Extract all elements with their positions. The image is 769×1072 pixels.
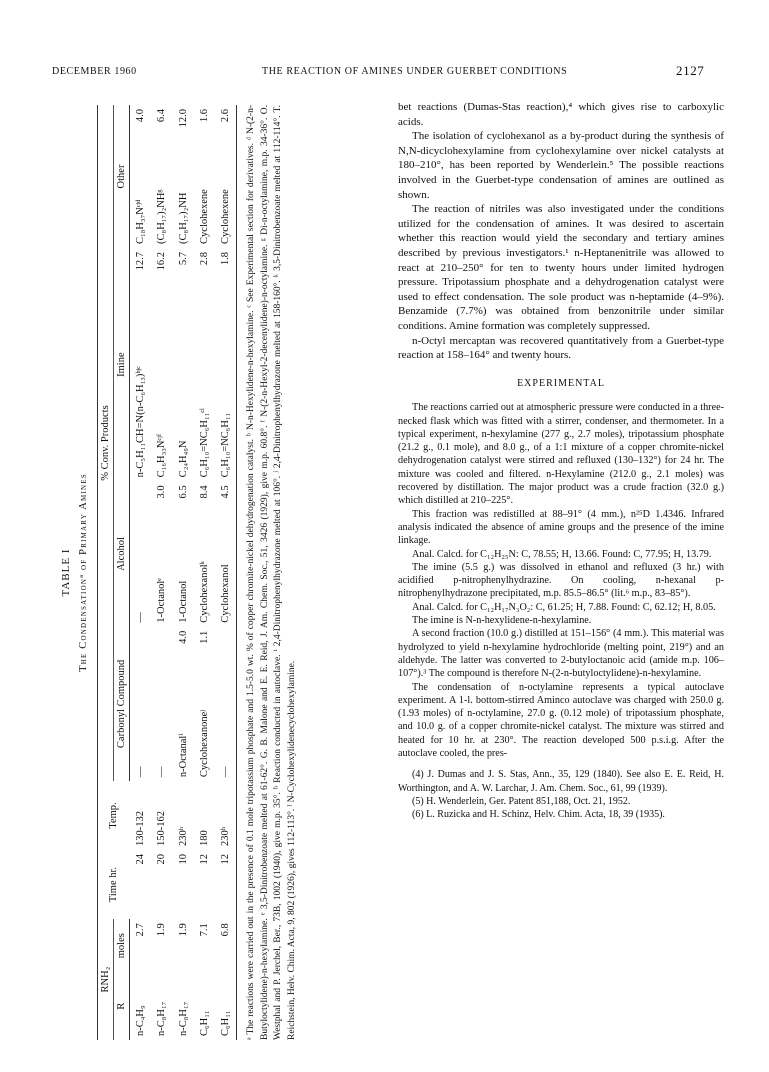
table-row xyxy=(215,105,237,1040)
table-cell-alcohol: Cyclohexanolᵏ xyxy=(199,561,210,623)
table-cell-carbonyl: n-Octanalⁱ xyxy=(178,733,189,778)
table-cell-imine-pct: 5.7 xyxy=(177,251,189,266)
col-alcohol: Alcohol xyxy=(114,481,130,626)
table-cell-time: 20 xyxy=(156,853,167,865)
table-cell-carbonyl: — xyxy=(135,766,146,778)
table-row xyxy=(172,105,194,1040)
paragraph: The condensation of n-octylamine represents a typical autoclave experiment. A 1-l. bottom-stirred Aminco autoclave was charged with 250.0 g. (1.93 moles) of n-octylamine, 27.0 g. (0.12 mole) of tripotassium phosphate, and 10.0 g. of a copper chromite-nickel catalyst. The mixture was stirred and heated for 10 hr. at 230°. The reaction developed 500 p.s.i.g. After the autoclave cooled, the pres- xyxy=(398,681,724,759)
paragraph: The reaction of nitriles was also investigated under the conditions utilized for the condensation of amines. It was desired to ascertain whether this reaction would yield the secondary and tertiary amines described by previous investigators.¹ n-Heptanenitrile was allowed to react at 210–250° for ten to twenty hours under limited hydrogen pressure. Tripotassium phosphate and a dehydrogenation catalyst were used to effect condensation. The sole product was n-heptamide (4–9%). Benzamide (7.7%) was obtained from benzonitrile under similar conditions. Amine formation was completely suppressed. xyxy=(398,203,724,332)
table-cell-imine-pct: 2.8 xyxy=(199,251,210,266)
paragraph: The imine is N-n-hexylidene-n-hexylamine. xyxy=(412,615,592,627)
table-cell-alcohol-pct: 8.4 xyxy=(199,485,210,499)
page-number: 2127 xyxy=(676,63,705,78)
col-temp: Temp. xyxy=(98,781,130,850)
table-cell-imine: C₁₆H₃₃Nᶜʲᶠ xyxy=(156,433,167,478)
table-cell-other: (C₈H₁₇)₂NHᵍ xyxy=(156,189,167,244)
table-cell-carbonyl-pct xyxy=(151,627,172,661)
table-cell-other: Cyclohexene xyxy=(215,147,237,248)
references xyxy=(398,768,724,821)
col-other: Other xyxy=(114,105,130,248)
table-row xyxy=(194,105,215,1040)
col-imine: Imine xyxy=(114,248,130,481)
paragraph: This fraction was redistilled at 88–91° (4 mm.), n²⁵D 1.4346. Infrared analysis indicated the absence of amine groups and the presence of the imine linkage. xyxy=(398,508,724,547)
conversion-table xyxy=(97,105,237,1040)
paragraph: Anal. Calcd. for C₁₂H₂₅N: C, 78.55; H, 13.66. Found: C, 77.95; H, 13.79. xyxy=(412,548,712,560)
experimental-section xyxy=(398,401,724,760)
table-1 xyxy=(60,105,390,1040)
table-cell-r: C₆H₁₁ xyxy=(215,972,237,1040)
table-cell-alcohol-pct: 6.5 xyxy=(177,485,189,499)
table-cell-other-pct: 4.0 xyxy=(135,109,146,123)
table-cell-time: 12 xyxy=(199,853,210,865)
paragraph: The isolation of cyclohexanol as a by-product during the synthesis of N,N-dicyclohexylamine from cyclohexylamine over nickel catalysts at 180–210°, has been reported by Wenderlein.⁵ The possible reactions involved in the Guerbet-type condensation of amines are outlined as shown. xyxy=(398,130,724,201)
table-cell-carbonyl: Cyclohexanoneʲ xyxy=(199,710,210,778)
col-rnh2: RNH₂ xyxy=(98,919,114,1040)
table-cell-alcohol: — xyxy=(135,612,146,623)
rotated-table-panel xyxy=(60,105,390,1040)
reference-item: (6) L. Ruzicka and H. Schinz, Helv. Chim. Acta, 18, 39 (1935). xyxy=(412,808,665,820)
table-cell-time: 24 xyxy=(134,853,146,865)
table-cell-temp: 230ʰ xyxy=(177,826,189,846)
table-cell-imine: n-C₅H₁₁CH=N(n-C₆H₁₃)ᵇʲᶜ xyxy=(135,366,146,478)
table-cell-moles: 2.7 xyxy=(135,923,146,937)
table-cell-time: 12 xyxy=(215,850,237,919)
table-cell-moles: 1.9 xyxy=(156,923,167,937)
table-cell-carbonyl-pct xyxy=(130,627,152,661)
table-cell-alcohol: 1-Octanolᵉ xyxy=(156,578,167,623)
table-subtitle: The Condensationᵃ of Primary Amines xyxy=(78,473,89,672)
table-cell-temp: 130-132 xyxy=(134,810,146,846)
table-cell-moles: 1.9 xyxy=(177,923,189,937)
paragraph: The imine (5.5 g.) was dissolved in ethanol and refluxed (3 hr.) with acidified p-nitrophenylhydrazine. On cooling, n-hexanal p-nitrophenylhydrazone precipitated, m.p. 85.5–86.5° (lit.⁶ m.p., 83–85°). xyxy=(398,561,724,600)
table-cell-temp: 180 xyxy=(199,830,210,846)
table-cell-alcohol-pct xyxy=(130,481,152,515)
table-cell-imine: C₆H₁₀=NC₆H₁₁ᶜˡ xyxy=(199,408,210,478)
table-cell-other: Cyclohexene xyxy=(199,189,210,244)
section-heading: EXPERIMENTAL xyxy=(517,377,605,389)
table-cell-imine-pct: 1.8 xyxy=(215,248,237,290)
table-cell-r: n-C₈H₁₇ xyxy=(156,1001,167,1036)
table-cell-other-pct: 1.6 xyxy=(199,109,210,123)
table-cell-other: C₁₈H₃₇Nᶜʲᵈ xyxy=(135,199,146,244)
col-conv: % Conv. Products xyxy=(98,105,114,781)
table-title: TABLE I xyxy=(60,548,72,597)
reference-item: (4) J. Dumas and J. S. Stas, Ann., 35, 129 (1840). See also E. E. Reid, H. Worthington, and A. W. Larchar, J. Am. Chem. Soc., 61, 99 (1939). xyxy=(398,769,724,794)
table-cell-alcohol: Cyclohexanol xyxy=(215,515,237,627)
paragraph: A second fraction (10.0 g.) distilled at 151–156° (4 mm.). This material was hydrolyzed to yield n-hexylamine hydrochloride (melting point, 219°) and an aldehyde. The latter was converted to 2-butyloctanoic acid (amide m.p. 106–107°).³ The compound is therefore N-(2-n-butyloctylidene)-n-hexylamine. xyxy=(398,628,724,680)
table-footnotes: ᵃ The reactions were carried out in the presence of 0.1 mole tripotassium phosphate and 1.5-5.0 wt. % of copper chromite-nickel dehydrogenation catalyst. ᵇ N-n-Hexylidene-n-hexylamine. ᶜ See Experimental section for derivatives. ᵈ N-(2-n-Butyloctylidene)-n-hexylamine. ᵉ 3,5-Dinitrobenzoate melted at 61-62°. G. B. Malone and E. E. Reid, J. Am. Chem. Soc., 51, 3426 (1929), give m.p. 60.8°. ᶠ N-(2-n-Hexyl-2-decenylidene)-n-octylamine. ᵍ Di-n-octylamine, m.p. 34-36°. O. Westphal and P. Jerchel, Ber., 73B, 1002 (1940), give m.p. 35°. ʰ Reaction conducted in autoclave. ⁱ 2,4-Dinitrophenylhydrazone melted at 106°. ʲ 2,4-Dinitrophenylhydrazone melted at 158-160°. ᵏ 3,5-Dinitrobenzoate melted at 112-114°. T. Reichstein, Helv. Chim. Acta, 9, 802 (1926), gives 112-113°. ˡ N-Cyclohexylidenecyclohexylamine. xyxy=(246,105,297,1040)
paragraph: n-Octyl mercaptan was recovered quantitatively from a Guerbet-type reaction at 158–164° and twenty hours. xyxy=(398,334,724,362)
table-cell-temp: 230ʰ xyxy=(215,781,237,850)
table-cell-other: (C₈H₁₇)₂NH xyxy=(177,192,189,244)
paragraph: bet reactions (Dumas-Stas reaction),⁴ which gives rise to carboxylic acids. xyxy=(398,101,724,128)
table-cell-r: n-C₈H₁₇ xyxy=(177,1001,189,1036)
col-time: Time hr. xyxy=(98,850,130,919)
table-cell-carbonyl-pct: 1.1 xyxy=(199,630,210,644)
table-cell-carbonyl-pct xyxy=(215,627,237,661)
table-cell-time: 10 xyxy=(177,853,189,865)
table-cell-imine-pct: 16.2 xyxy=(156,251,167,271)
table-cell-imine: C₂₄H₄₉N xyxy=(177,440,189,478)
table-cell-other-pct: 12.0 xyxy=(177,109,189,128)
table-cell-r: n-C₄H₉ xyxy=(135,1005,146,1036)
table-cell-alcohol: 1-Octanol xyxy=(177,580,189,623)
table-cell-moles: 7.1 xyxy=(199,923,210,937)
table-cell-r: C₆H₁₁ xyxy=(199,1010,210,1036)
table-row xyxy=(130,105,152,1040)
running-header-date: DECEMBER 1960 xyxy=(52,66,137,77)
running-header-title: THE REACTION OF AMINES UNDER GUERBET CONDITIONS xyxy=(262,66,568,77)
table-cell-other-pct: 2.6 xyxy=(215,105,237,147)
table-cell-carbonyl: — xyxy=(156,766,167,778)
table-cell-imine: C₆H₁₀=NC₆H₁₁ xyxy=(215,290,237,481)
table-row xyxy=(151,105,172,1040)
text-column xyxy=(398,100,724,821)
table-cell-carbonyl-pct: 4.0 xyxy=(177,630,189,644)
table-cell-imine-pct: 12.7 xyxy=(135,251,146,271)
table-cell-carbonyl: — xyxy=(215,661,237,781)
col-moles: moles xyxy=(114,919,130,972)
col-r: R xyxy=(114,972,130,1040)
reference-item: (5) H. Wenderlein, Ger. Patent 851,188, Oct. 21, 1952. xyxy=(412,795,631,807)
table-cell-other-pct: 6.4 xyxy=(156,109,167,123)
col-carbonyl: Carbonyl Compound xyxy=(114,627,130,781)
paragraph: The reactions carried out at atmospheric pressure were conducted in a three-necked flask which was fitted with a stirrer, condenser, and thermometer. In a typical experiment, n-hexylamine (277 g., 2.7 moles), tripotassium phosphate (21.2 g., 0.1 mole), and 8.0 g., of a 1:1 mixture of a copper chromite-nickel dehydrogenation catalyst were stirred and refluxed (130–132°) for 24 hr. The mixture was cooled and filtered. n-Hexylamine (212.0 g., 2.1 moles) was recovered by distillation. The major product was a crude fraction (32.0 g.) which distilled at 210–225°. xyxy=(398,402,724,507)
table-cell-temp: 150-162 xyxy=(156,810,167,846)
table-cell-alcohol-pct: 3.0 xyxy=(156,485,167,499)
table-cell-moles: 6.8 xyxy=(215,919,237,972)
paragraph: Anal. Calcd. for C₁₂H₁₇N₃O₂: C, 61.25; H, 7.88. Found: C, 62.12; H, 8.05. xyxy=(412,601,716,613)
table-cell-alcohol-pct: 4.5 xyxy=(215,481,237,515)
